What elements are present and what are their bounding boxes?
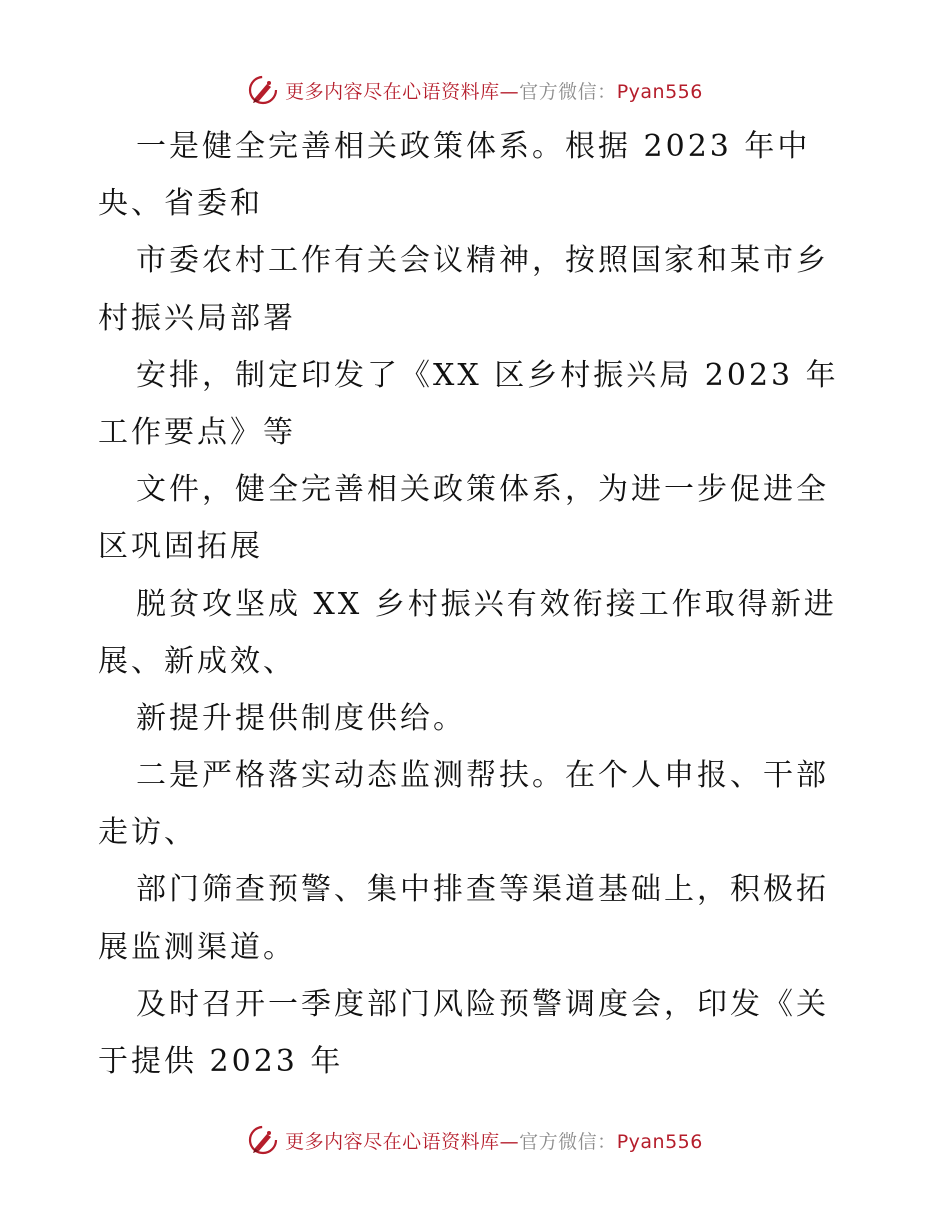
text-line: 央、省委和 [98, 186, 263, 222]
banner-handle: Pyan556 [616, 1130, 703, 1153]
text-line: 文件，健全完善相关政策体系，为进一步促进全 [136, 472, 829, 508]
text-line: 部门筛查预警、集中排查等渠道基础上，积极拓 [136, 872, 829, 908]
text-line: 脱贫攻坚成 XX 乡村振兴有效衔接工作取得新进 [136, 586, 837, 622]
text-line: 新提升提供制度供给。 [136, 700, 466, 736]
text-line: 及时召开一季度部门风险预警调度会，印发《关 [136, 986, 829, 1022]
banner-wechat-label: 官方微信： [519, 80, 617, 103]
text-line: 展监测渠道。 [98, 929, 296, 965]
text-line: 展、新成效、 [98, 643, 296, 679]
text-line: 区巩固拓展 [98, 529, 263, 565]
text-line: 工作要点》等 [98, 414, 296, 450]
footer-banner [0, 1120, 950, 1160]
banner-wechat-label: 官方微信： [519, 1130, 617, 1153]
banner-handle: Pyan556 [616, 80, 703, 103]
banner-slogan: 更多内容尽在心语资料库 [285, 80, 500, 103]
red-pen-logo-icon [247, 1124, 279, 1156]
header-banner [0, 70, 950, 110]
banner-dash: — [499, 1130, 520, 1153]
text-line: 于提供 2023 年 [98, 1044, 344, 1079]
banner-text [285, 1127, 703, 1154]
text-line: 走访、 [98, 815, 197, 851]
text-line: 一是健全完善相关政策体系。根据 2023 年中 [136, 129, 811, 164]
text-line: 安排，制定印发了《XX 区乡村振兴局 2023 年 [136, 357, 839, 393]
text-line: 市委农村工作有关会议精神，按照国家和某市乡 [136, 243, 829, 279]
text-line: 村振兴局部署 [98, 300, 296, 336]
red-pen-logo-icon [247, 74, 279, 106]
document-body [98, 118, 858, 1090]
text-line: 二是严格落实动态监测帮扶。在个人申报、干部 [136, 758, 829, 794]
banner-slogan: 更多内容尽在心语资料库 [285, 1130, 500, 1153]
banner-dash: — [499, 80, 520, 103]
banner-text [285, 77, 703, 104]
